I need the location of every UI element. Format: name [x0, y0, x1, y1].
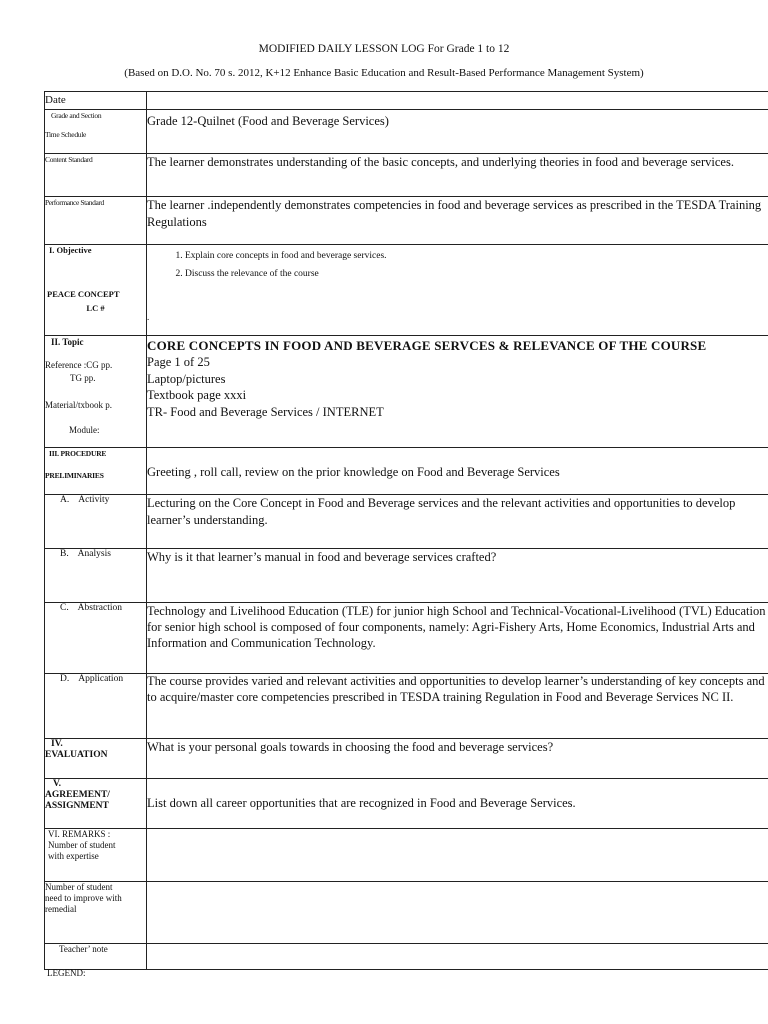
analysis-label: B. Analysis — [45, 549, 147, 603]
row-procedure — [45, 448, 768, 495]
abstraction-value: Technology and Livelihood Education (TLE) for junior high School and Technical-Vocational-Livelihood (TVL) Education for senior high school is composed of four components, namely: Agri-Fishery Arts, Home Economics, Industrial Arts and Information and Communication Technology. — [147, 603, 768, 674]
procedure-label: III. PROCEDURE — [49, 449, 107, 458]
remedial-value — [147, 882, 768, 944]
topic-module: TR- Food and Beverage Services / INTERNET — [147, 404, 384, 419]
objective-item: 2. Discuss the relevance of the course — [185, 265, 768, 283]
topic-label-cell — [45, 336, 147, 448]
grade-section-value: Grade 12-Quilnet (Food and Beverage Services) — [147, 110, 768, 154]
material-label: Material/txbook p. — [45, 400, 112, 410]
remedial-label: Number of student need to improve with remedial — [45, 882, 147, 944]
preliminaries-label: PRELIMINARIES — [45, 471, 104, 480]
module-label: Module: — [69, 425, 100, 435]
teacher-note-value — [147, 944, 768, 970]
objective-item: 1. Explain core concepts in food and beverage services. — [185, 247, 768, 265]
grade-section-label: Grade and Section — [51, 111, 102, 120]
row-abstraction — [45, 603, 768, 674]
row-performance-standard — [45, 197, 768, 245]
evaluation-value: What is your personal goals towards in choosing the food and beverage services? — [147, 739, 768, 779]
activity-value: Lecturing on the Core Concept in Food and Beverage services and the relevant activities and opportunities to develop learner’s understanding. — [147, 495, 768, 549]
date-value — [147, 92, 768, 110]
objective-label: I. Objective — [49, 245, 92, 255]
remarks-label: VI. REMARKS : — [48, 829, 111, 839]
performance-standard-value: The learner .independently demonstrates competencies in food and beverage services as prescribed in the TESDA Training Regulations — [147, 197, 768, 245]
topic-value-cell — [147, 336, 768, 448]
procedure-label-cell — [45, 448, 147, 495]
teacher-note-label: Teacher’ note — [45, 944, 147, 970]
document-subtitle: (Based on D.O. No. 70 s. 2012, K+12 Enhance Basic Education and Result-Based Performance Management System) — [124, 67, 644, 79]
application-value: The course provides varied and relevant activities and opportunities to develop learner’s understanding of key concepts and to acquire/master core competencies prescribed in TESDA training Regulation in Food and Beverage Services NC II. — [147, 674, 768, 739]
lesson-log-table — [44, 91, 768, 970]
performance-standard-label: Performance Standard — [45, 197, 147, 245]
abstraction-label: C. Abstraction — [45, 603, 147, 674]
row-date — [45, 92, 768, 110]
remarks-value — [147, 829, 768, 882]
row-content-standard — [45, 154, 768, 197]
topic-page: Page 1 of 25 — [147, 355, 210, 369]
agreement-label: AGREEMENT/ — [45, 790, 110, 800]
objective-list — [147, 247, 768, 283]
content-standard-label: Content Standard — [45, 154, 147, 197]
row-topic — [45, 336, 768, 448]
legend-label: LEGEND: — [47, 968, 86, 978]
tg-pages-label: TG pp. — [70, 373, 96, 383]
application-label: D. Application — [45, 674, 147, 739]
row-remedial — [45, 882, 768, 944]
date-label: Date — [45, 92, 147, 110]
row-evaluation — [45, 739, 768, 779]
topic-material: Laptop/pictures — [147, 371, 226, 386]
preliminaries-value: Greeting , roll call, review on the prior knowledge on Food and Beverage Services — [147, 448, 768, 495]
grade-label-cell — [45, 110, 147, 154]
expertise-label: Number of student with expertise — [48, 840, 116, 861]
activity-label: A. Activity — [45, 495, 147, 549]
remarks-label-cell — [45, 829, 147, 882]
document-title: MODIFIED DAILY LESSON LOG For Grade 1 to 12 — [258, 43, 510, 55]
evaluation-label-cell — [45, 739, 147, 779]
lc-number-label: LC # — [86, 303, 105, 313]
row-teacher-note — [45, 944, 768, 970]
row-application — [45, 674, 768, 739]
topic-label: II. Topic — [51, 337, 84, 347]
agreement-label-cell — [45, 779, 147, 829]
agreement-value: List down all career opportunities that are recognized in Food and Beverage Services. — [147, 779, 768, 829]
row-activity — [45, 495, 768, 549]
objective-label-cell — [45, 245, 147, 336]
row-remarks — [45, 829, 768, 882]
row-agreement — [45, 779, 768, 829]
peace-concept-label: PEACE CONCEPT — [47, 289, 120, 299]
topic-textbook: Textbook page xxxi — [147, 388, 247, 403]
agreement-roman: V. — [53, 779, 62, 789]
objective-value-cell — [147, 245, 768, 336]
analysis-value: Why is it that learner’s manual in food and beverage services crafted? — [147, 549, 768, 603]
row-analysis — [45, 549, 768, 603]
row-grade-section — [45, 110, 768, 154]
content-standard-value: The learner demonstrates understanding of the basic concepts, and underlying theories in food and beverage services. — [147, 154, 768, 197]
objective-trailing-mark: . — [147, 312, 150, 322]
time-schedule-label: Time Schedule — [45, 130, 87, 139]
evaluation-label: EVALUATION — [45, 750, 108, 760]
reference-label: Reference :CG pp. — [45, 360, 113, 370]
row-objective — [45, 245, 768, 336]
topic-title: CORE CONCEPTS IN FOOD AND BEVERAGE SERVCES & RELEVANCE OF THE COURSE — [147, 338, 707, 353]
evaluation-roman: IV. — [51, 739, 63, 749]
assignment-label: ASSIGNMENT — [45, 801, 109, 811]
